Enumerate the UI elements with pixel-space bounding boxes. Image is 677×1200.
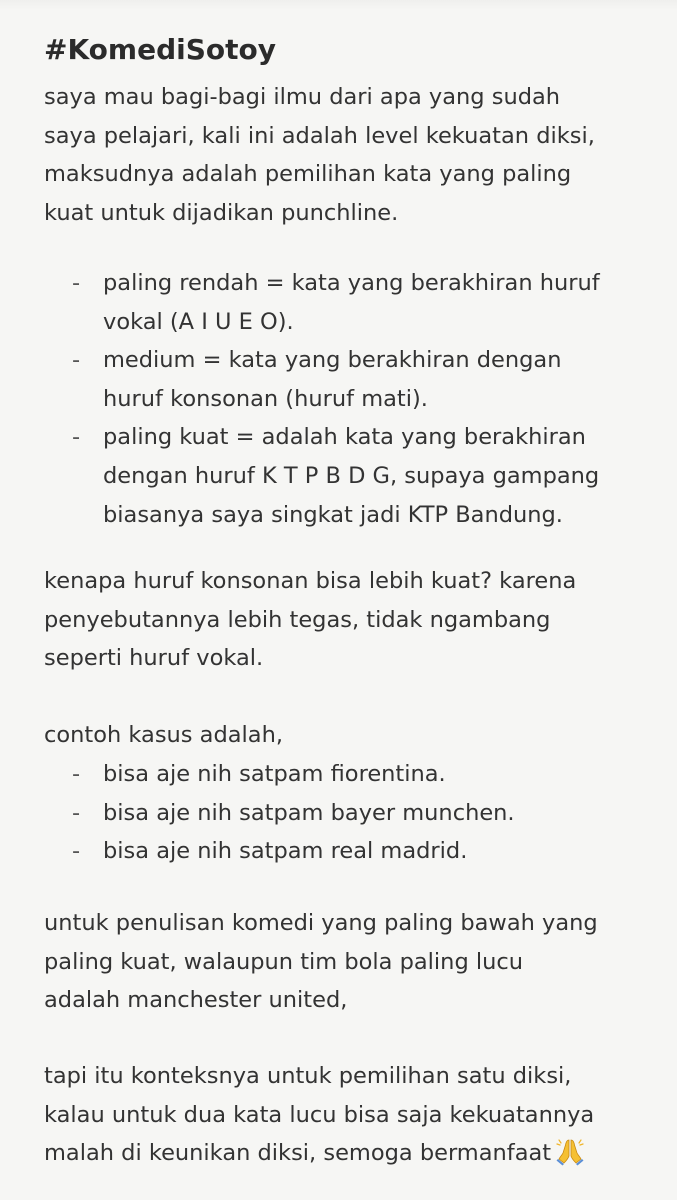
note-title: #KomediSotoy	[44, 33, 276, 66]
dash-marker: -	[72, 270, 81, 296]
reason-line: penyebutannya lebih tegas, tidak ngambang	[44, 606, 551, 633]
list-item-line: paling rendah = kata yang berakhiran huruf	[103, 270, 600, 296]
intro-paragraph	[44, 78, 595, 232]
dash-marker: -	[72, 347, 81, 374]
list-item-line: huruf konsonan (huruf mati).	[103, 385, 428, 412]
intro-line: saya pelajari, kali ini adalah level kekuatan diksi,	[44, 122, 595, 149]
intro-line: kuat untuk dijadikan punchline.	[44, 199, 399, 226]
examples-heading-text: contoh kasus adalah,	[44, 722, 283, 748]
list-item-example	[0, 755, 677, 794]
note-line: untuk penulisan komedi yang paling bawah yang	[44, 910, 598, 936]
note-paragraph	[44, 904, 598, 1020]
top-edge	[0, 0, 677, 10]
closing-line: tapi itu konteksnya untuk pemilihan satu diksi,	[44, 1063, 572, 1089]
list-item-level-medium	[0, 341, 677, 418]
list-item-line: biasanya saya singkat jadi KTP Bandung.	[103, 501, 563, 528]
reason-paragraph	[44, 562, 576, 678]
list-item-level-low	[0, 264, 677, 341]
list-item-line: bisa aje nih satpam bayer munchen.	[103, 799, 515, 826]
list-item-line: dengan huruf K T P B D G, supaya gampang	[103, 462, 600, 489]
levels-list	[0, 264, 677, 534]
reason-line: seperti huruf vokal.	[44, 645, 264, 672]
dash-marker: -	[72, 799, 81, 826]
note-line: adalah manchester united,	[44, 987, 348, 1014]
folded-hands-icon	[555, 1136, 585, 1166]
reason-line: kenapa huruf konsonan bisa lebih kuat? karena	[44, 568, 577, 594]
list-item-line: paling kuat = adalah kata yang berakhiran	[103, 424, 586, 451]
closing-paragraph	[44, 1057, 594, 1173]
closing-line-last	[44, 1134, 594, 1173]
closing-line: kalau untuk dua kata lucu bisa saja kekuatannya	[44, 1101, 595, 1128]
examples-heading	[44, 716, 283, 755]
list-item-line: bisa aje nih satpam real madrid.	[103, 838, 468, 865]
list-item-line: vokal (A I U E O).	[103, 308, 294, 335]
intro-line: saya mau bagi-bagi ilmu dari apa yang sudah	[44, 84, 561, 110]
list-item-example	[0, 794, 677, 833]
dash-marker: -	[72, 838, 81, 865]
list-item-line: bisa aje nih satpam fiorentina.	[103, 761, 446, 787]
list-item-line: medium = kata yang berakhiran dengan	[103, 347, 562, 374]
dash-marker: -	[72, 761, 81, 787]
dash-marker: -	[72, 424, 81, 451]
list-item-example	[0, 832, 677, 871]
list-item-level-strong	[0, 418, 677, 534]
examples-list	[0, 755, 677, 871]
note-line: paling kuat, walaupun tim bola paling lucu	[44, 948, 524, 975]
closing-line-text: malah di keunikan diksi, semoga bermanfaat	[44, 1140, 552, 1167]
intro-line: maksudnya adalah pemilihan kata yang paling	[44, 161, 572, 188]
